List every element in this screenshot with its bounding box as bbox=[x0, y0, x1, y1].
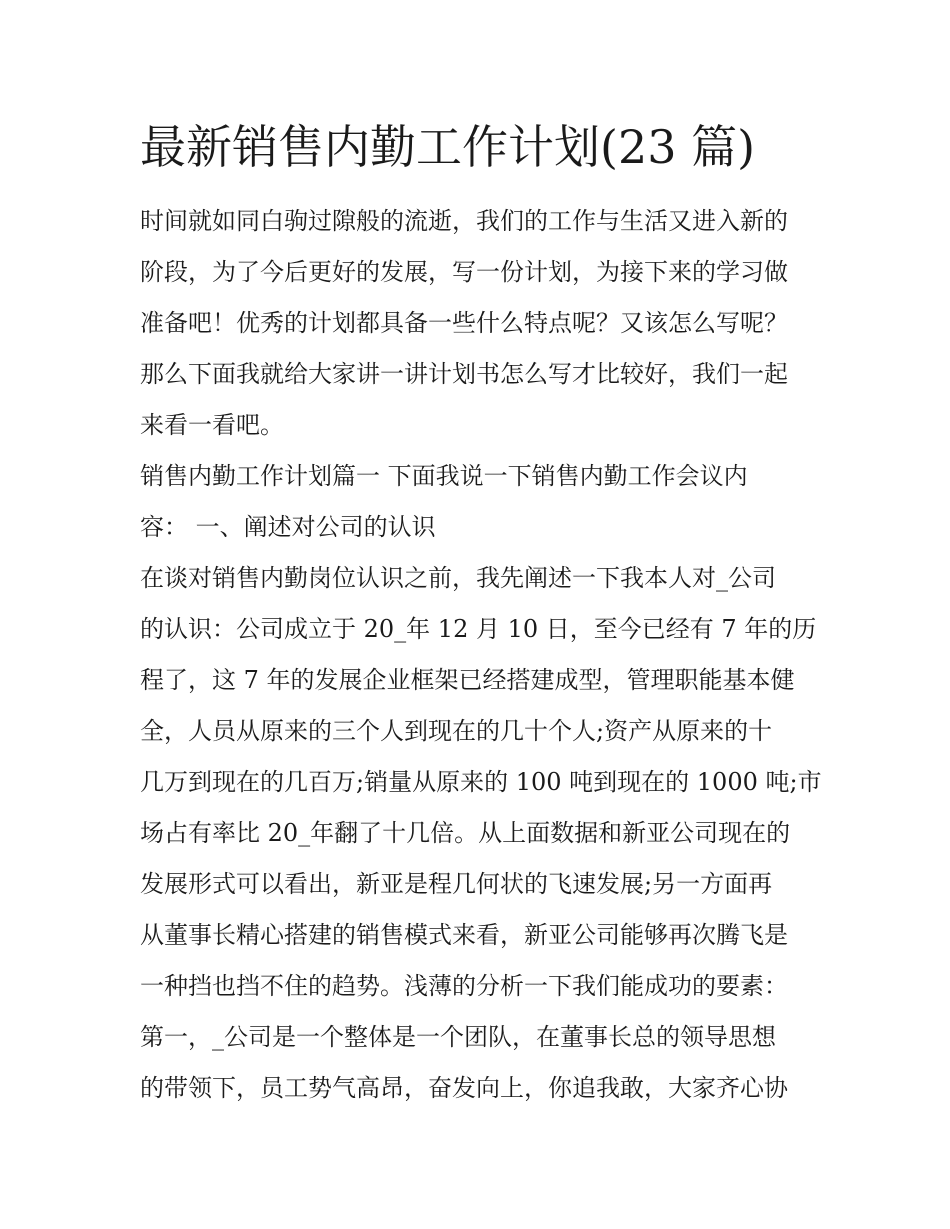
document-body bbox=[140, 196, 822, 1114]
body-line: 几万到现在的几百万;销量从原来的 100 吨到现在的 1000 吨;市 bbox=[140, 768, 822, 796]
body-line: 第一，_公司是一个整体是一个团队，在董事长总的领导思想 bbox=[140, 1023, 776, 1051]
body-line: 阶段，为了今后更好的发展，写一份计划，为接下来的学习做 bbox=[140, 258, 788, 286]
body-line: 来看一看吧。 bbox=[140, 411, 284, 439]
body-line: 准备吧！优秀的计划都具备一些什么特点呢？又该怎么写呢？ bbox=[140, 309, 788, 337]
body-line: 销售内勤工作计划篇一 下面我说一下销售内勤工作会议内 bbox=[140, 462, 748, 490]
body-line: 一种挡也挡不住的趋势。浅薄的分析一下我们能成功的要素： bbox=[140, 972, 788, 1000]
body-line: 那么下面我就给大家讲一讲计划书怎么写才比较好，我们一起 bbox=[140, 360, 788, 388]
body-line: 的带领下，员工势气高昂，奋发向上，你追我敢，大家齐心协 bbox=[140, 1074, 788, 1102]
body-line: 的认识：公司成立于 20_年 12 月 10 日，至今已经有 7 年的历 bbox=[140, 615, 817, 643]
body-line: 场占有率比 20_年翻了十几倍。从上面数据和新亚公司现在的 bbox=[140, 819, 791, 847]
body-line: 全，人员从原来的三个人到现在的几十个人;资产从原来的十 bbox=[140, 717, 773, 745]
body-line: 在谈对销售内勤岗位认识之前，我先阐述一下我本人对_公司 bbox=[140, 564, 776, 592]
document-title: 最新销售内勤工作计划(23 篇) bbox=[140, 120, 756, 174]
body-line: 时间就如同白驹过隙般的流逝，我们的工作与生活又进入新的 bbox=[140, 207, 788, 235]
body-line: 发展形式可以看出，新亚是程几何状的飞速发展;另一方面再 bbox=[140, 870, 773, 898]
body-line: 程了，这 7 年的发展企业框架已经搭建成型，管理职能基本健 bbox=[140, 666, 795, 694]
body-line: 容： 一、阐述对公司的认识 bbox=[140, 513, 436, 541]
body-line: 从董事长精心搭建的销售模式来看，新亚公司能够再次腾飞是 bbox=[140, 921, 788, 949]
